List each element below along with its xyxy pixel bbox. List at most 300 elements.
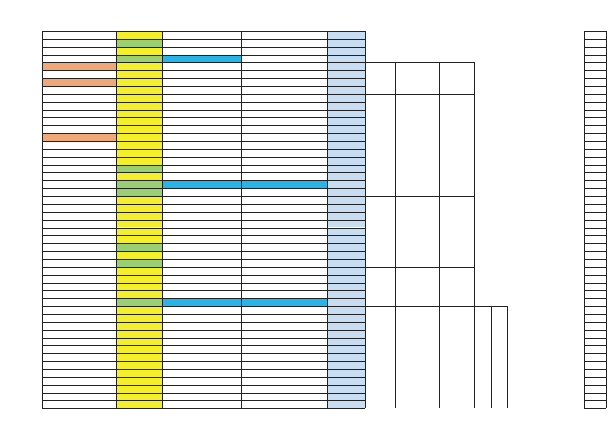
grid-line-h (42, 330, 365, 331)
site-name-cell (241, 117, 327, 125)
grid-line-v (42, 31, 43, 408)
group-area-cell (395, 62, 439, 93)
grid-line-h (584, 235, 606, 236)
grid-line-h (42, 165, 365, 166)
row-number-cell (327, 306, 365, 314)
index-cell (584, 55, 606, 63)
index-cell (584, 102, 606, 110)
index-cell (584, 330, 606, 338)
grid-line-h (42, 94, 365, 95)
row-number-cell (327, 47, 365, 55)
note-cell (42, 172, 116, 180)
row-number-cell (327, 235, 365, 243)
group-count-cell (365, 62, 395, 93)
grid-line-v (606, 31, 607, 408)
grid-line-h (42, 228, 365, 229)
group-line (365, 62, 474, 63)
note-cell (42, 385, 116, 393)
status-cell (116, 125, 162, 133)
row-number-cell (327, 86, 365, 94)
group-count-cell (365, 267, 395, 306)
note-cell (42, 393, 116, 401)
group-index-cell (439, 62, 474, 93)
status-cell (116, 165, 162, 173)
index-cell (584, 290, 606, 298)
note-cell (42, 47, 116, 55)
status-cell (116, 141, 162, 149)
grid-line-h (42, 251, 365, 252)
grid-line-h (42, 196, 365, 197)
group-line (365, 306, 474, 307)
status-cell (116, 110, 162, 118)
row-number-cell (327, 243, 365, 251)
grid-line-h (584, 322, 606, 323)
grid-line-h (584, 180, 606, 181)
grid-line-h (584, 361, 606, 362)
extra-cell (42, 251, 116, 259)
group-index-cell (439, 196, 474, 267)
note-cell (42, 361, 116, 369)
status-cell (116, 338, 162, 346)
index-cell (584, 393, 606, 401)
row-number-cell (327, 39, 365, 47)
site-name-cell (241, 369, 327, 377)
note-cell (42, 125, 116, 133)
priority-cell (162, 70, 241, 78)
row-number-cell (327, 400, 365, 408)
site-name-cell (241, 290, 327, 298)
index-cell (584, 149, 606, 157)
row-number-cell (327, 290, 365, 298)
priority-cell (162, 212, 241, 220)
index-cell (584, 117, 606, 125)
district-name-cell (474, 306, 491, 330)
note-cell (42, 141, 116, 149)
site-name-cell (241, 172, 327, 180)
status-cell (116, 330, 162, 338)
grid-line-h (584, 251, 606, 252)
priority-cell (162, 86, 241, 94)
grid-line-v (365, 31, 366, 408)
note-cell (42, 86, 116, 94)
priority-cell (162, 361, 241, 369)
status-cell (116, 31, 162, 39)
index-cell (584, 298, 606, 306)
status-cell (116, 86, 162, 94)
priority-cell (162, 251, 241, 259)
status-cell (116, 212, 162, 220)
index-cell (584, 110, 606, 118)
site-name-cell (241, 338, 327, 346)
row-number-cell (327, 298, 365, 306)
status-cell (116, 94, 162, 102)
row-number-cell (327, 393, 365, 401)
grid-line-h (42, 39, 365, 40)
index-cell (584, 283, 606, 291)
index-cell (584, 47, 606, 55)
status-cell (116, 102, 162, 110)
grid-line-h (584, 55, 606, 56)
site-name-cell (241, 306, 327, 314)
extra-cell (42, 70, 116, 78)
index-cell (584, 125, 606, 133)
index-cell (584, 338, 606, 346)
row-number-cell (327, 172, 365, 180)
priority-cell (162, 322, 241, 330)
index-cell (584, 400, 606, 408)
status-cell (116, 385, 162, 393)
site-name-cell (241, 212, 327, 220)
site-name-cell (241, 110, 327, 118)
grid-line-h (42, 267, 365, 268)
priority-cell (162, 400, 241, 408)
index-cell (584, 172, 606, 180)
extra-cell (42, 133, 116, 141)
row-number-cell (327, 157, 365, 165)
grid-line-h (584, 345, 606, 346)
row-number-cell (327, 70, 365, 78)
row-number-cell (327, 180, 365, 188)
site-name-cell (241, 39, 327, 47)
note-cell (42, 338, 116, 346)
grid-line-h (42, 408, 365, 409)
grid-line-h (42, 353, 365, 354)
status-cell (116, 180, 162, 188)
site-name-cell (241, 102, 327, 110)
site-name-cell (241, 228, 327, 236)
group-count-cell (365, 196, 395, 267)
site-name-cell (241, 314, 327, 322)
grid-line-h (584, 408, 606, 409)
status-cell (116, 172, 162, 180)
row-number-cell (327, 117, 365, 125)
group-line (365, 94, 474, 95)
status-cell (116, 78, 162, 86)
note-cell (42, 157, 116, 165)
extra-cell (42, 78, 116, 86)
index-cell (584, 39, 606, 47)
grid-line-h (584, 338, 606, 339)
district-index-cell (491, 306, 507, 330)
grid-line-h (42, 149, 365, 150)
site-name-cell (241, 322, 327, 330)
priority-cell (162, 338, 241, 346)
status-cell (116, 204, 162, 212)
priority-cell (162, 94, 241, 102)
row-number-cell (327, 353, 365, 361)
site-name-cell (241, 377, 327, 385)
grid-line-h (584, 314, 606, 315)
priority-cell (162, 133, 241, 141)
row-number-cell (327, 361, 365, 369)
row-number-cell (327, 283, 365, 291)
status-cell (116, 283, 162, 291)
site-name-cell (241, 385, 327, 393)
group-area-cell (395, 267, 439, 306)
site-name-cell (241, 180, 327, 188)
site-name-cell (241, 55, 327, 63)
grid-line-h (584, 377, 606, 378)
grid-line-h (584, 86, 606, 87)
row-number-cell (327, 110, 365, 118)
grid-line-h (584, 47, 606, 48)
priority-cell (162, 172, 241, 180)
priority-cell (162, 125, 241, 133)
index-cell (584, 251, 606, 259)
note-cell (42, 117, 116, 125)
grid-line-h (584, 157, 606, 158)
priority-cell (162, 267, 241, 275)
grid-line-h (584, 393, 606, 394)
note-cell (42, 220, 116, 228)
index-cell (584, 94, 606, 102)
grid-line-h (584, 267, 606, 268)
grid-line-h (584, 400, 606, 401)
note-cell (42, 110, 116, 118)
site-name-cell (241, 400, 327, 408)
grid-line-h (42, 180, 365, 181)
status-cell (116, 55, 162, 63)
grid-line-h (584, 149, 606, 150)
index-cell (584, 345, 606, 353)
note-cell (42, 275, 116, 283)
note-cell (42, 188, 116, 196)
note-cell (42, 306, 116, 314)
index-cell (584, 235, 606, 243)
grid-line-h (42, 110, 365, 111)
row-number-cell (327, 275, 365, 283)
priority-cell (162, 283, 241, 291)
grid-line-h (584, 70, 606, 71)
grid-line-v (439, 62, 440, 408)
note-cell (42, 400, 116, 408)
status-cell (116, 220, 162, 228)
grid-line-h (42, 188, 365, 189)
grid-line-h (584, 31, 606, 32)
grid-line-v (507, 306, 508, 408)
index-cell (584, 220, 606, 228)
index-cell (584, 322, 606, 330)
district-line (474, 306, 507, 307)
priority-cell (162, 110, 241, 118)
row-number-cell (327, 62, 365, 70)
priority-cell (162, 275, 241, 283)
grid-line-h (42, 204, 365, 205)
grid-line-h (584, 275, 606, 276)
priority-cell (162, 345, 241, 353)
site-name-cell (241, 345, 327, 353)
row-number-cell (327, 228, 365, 236)
row-number-cell (327, 204, 365, 212)
note-cell (42, 243, 116, 251)
grid-line-h (584, 117, 606, 118)
site-name-cell (241, 78, 327, 86)
site-name-cell (241, 62, 327, 70)
grid-line-h (584, 196, 606, 197)
grid-line-h (584, 212, 606, 213)
index-cell (584, 377, 606, 385)
index-cell (584, 212, 606, 220)
index-cell (584, 369, 606, 377)
index-cell (584, 267, 606, 275)
index-cell (584, 314, 606, 322)
index-cell (584, 157, 606, 165)
site-name-cell (241, 125, 327, 133)
row-number-cell (327, 133, 365, 141)
group-index-cell (439, 267, 474, 306)
grid-line-h (42, 322, 365, 323)
index-cell (584, 361, 606, 369)
grid-line-h (584, 165, 606, 166)
grid-line-h (42, 298, 365, 299)
priority-cell (162, 228, 241, 236)
site-name-cell (241, 141, 327, 149)
site-name-cell (241, 259, 327, 267)
priority-cell (162, 235, 241, 243)
site-name-cell (241, 94, 327, 102)
row-number-cell (327, 345, 365, 353)
note-cell (42, 94, 116, 102)
site-name-cell (241, 133, 327, 141)
priority-cell (162, 78, 241, 86)
grid-line-v (241, 31, 242, 408)
row-number-cell (327, 102, 365, 110)
row-number-cell (327, 251, 365, 259)
priority-cell (162, 330, 241, 338)
note-cell (42, 298, 116, 306)
index-cell (584, 204, 606, 212)
site-name-cell (241, 196, 327, 204)
grid-line-h (42, 70, 365, 71)
priority-cell (162, 117, 241, 125)
grid-line-h (584, 220, 606, 221)
status-cell (116, 377, 162, 385)
note-cell (42, 55, 116, 63)
row-number-cell (327, 125, 365, 133)
grid-line-h (42, 157, 365, 158)
site-name-cell (241, 330, 327, 338)
priority-cell (162, 204, 241, 212)
grid-line-h (42, 47, 365, 48)
status-cell (116, 400, 162, 408)
grid-line-h (42, 338, 365, 339)
row-number-cell (327, 314, 365, 322)
grid-line-h (584, 172, 606, 173)
grid-line-h (584, 62, 606, 63)
site-name-cell (241, 243, 327, 251)
grid-line-h (584, 125, 606, 126)
index-cell (584, 188, 606, 196)
grid-line-h (42, 235, 365, 236)
status-cell (116, 345, 162, 353)
grid-line-h (584, 110, 606, 111)
group-line (365, 267, 474, 268)
grid-line-h (42, 345, 365, 346)
note-cell (42, 290, 116, 298)
grid-line-h (584, 204, 606, 205)
status-cell (116, 188, 162, 196)
note-cell (42, 330, 116, 338)
index-cell (584, 78, 606, 86)
grid-line-h (42, 400, 365, 401)
status-cell (116, 70, 162, 78)
site-name-cell (241, 251, 327, 259)
site-name-cell (241, 188, 327, 196)
grid-line-h (584, 283, 606, 284)
site-name-cell (241, 31, 327, 39)
status-cell (116, 47, 162, 55)
row-number-cell (327, 196, 365, 204)
row-number-cell (327, 330, 365, 338)
site-name-cell (241, 267, 327, 275)
index-cell (584, 306, 606, 314)
site-name-cell (241, 298, 327, 306)
row-number-cell (327, 369, 365, 377)
grid-line-h (42, 283, 365, 284)
grid-line-v (395, 62, 396, 408)
note-cell (42, 314, 116, 322)
priority-cell (162, 353, 241, 361)
site-name-cell (241, 235, 327, 243)
grid-line-h (584, 298, 606, 299)
note-cell (42, 235, 116, 243)
status-cell (116, 306, 162, 314)
status-cell (116, 369, 162, 377)
row-number-cell (327, 212, 365, 220)
grid-line-h (584, 39, 606, 40)
row-number-cell (327, 31, 365, 39)
note-cell (42, 369, 116, 377)
status-cell (116, 267, 162, 275)
row-number-cell (327, 377, 365, 385)
site-name-cell (241, 157, 327, 165)
row-number-cell (327, 94, 365, 102)
priority-cell (162, 196, 241, 204)
row-number-cell (327, 188, 365, 196)
status-cell (116, 133, 162, 141)
status-cell (116, 290, 162, 298)
index-cell (584, 70, 606, 78)
priority-cell (162, 31, 241, 39)
status-cell (116, 62, 162, 70)
row-number-cell (327, 322, 365, 330)
grid-line-h (42, 102, 365, 103)
grid-line-h (42, 172, 365, 173)
status-cell (116, 259, 162, 267)
status-cell (116, 149, 162, 157)
grid-line-h (584, 102, 606, 103)
priority-cell (162, 243, 241, 251)
priority-cell (162, 149, 241, 157)
row-number-cell (327, 78, 365, 86)
grid-line-h (584, 188, 606, 189)
grid-line-v (584, 31, 585, 408)
status-cell (116, 117, 162, 125)
priority-cell (162, 377, 241, 385)
row-number-cell (327, 385, 365, 393)
grid-line-h (42, 385, 365, 386)
note-cell (42, 39, 116, 47)
grid-line-h (584, 385, 606, 386)
row-number-cell (327, 165, 365, 173)
grid-line-h (584, 369, 606, 370)
grid-line-h (42, 212, 365, 213)
index-cell (584, 133, 606, 141)
extra-cell (42, 62, 116, 70)
grid-line-h (584, 78, 606, 79)
site-name-cell (241, 283, 327, 291)
index-cell (584, 385, 606, 393)
